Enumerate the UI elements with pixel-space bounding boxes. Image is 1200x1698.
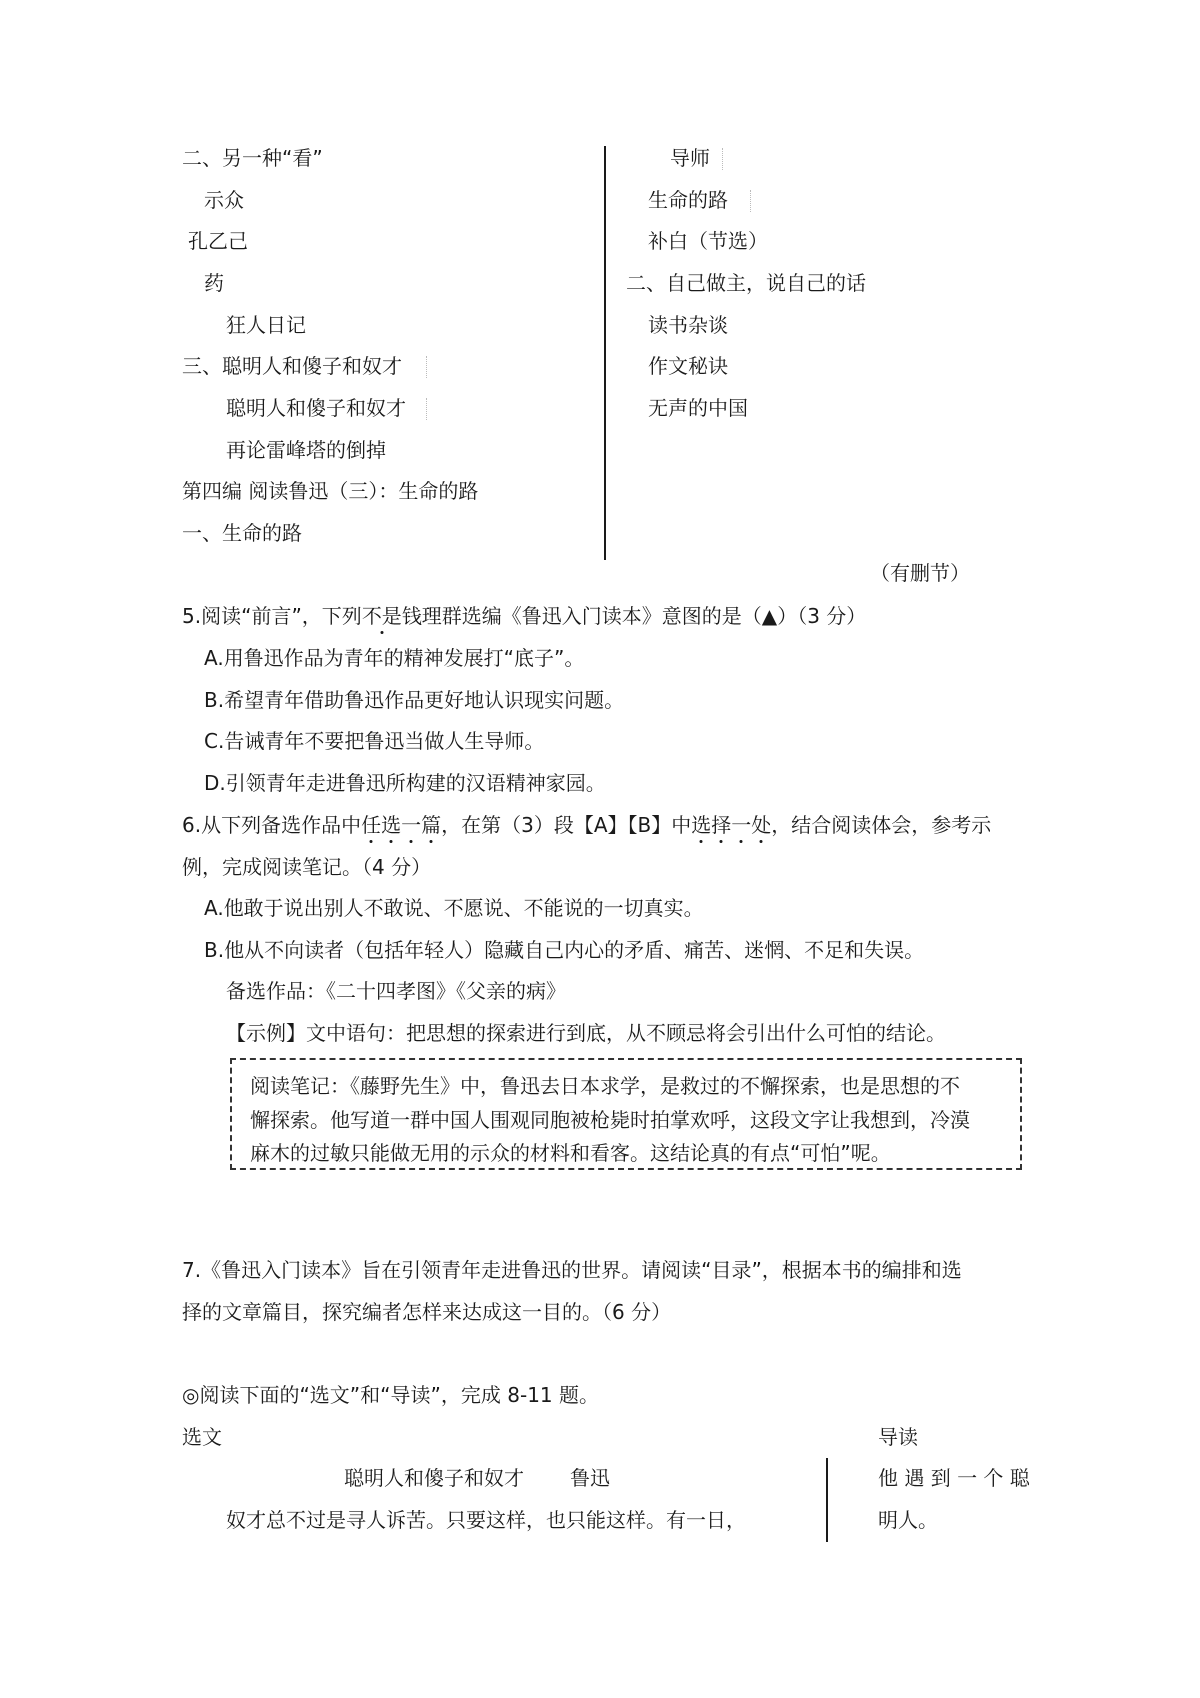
guide-line: 明人。 (878, 1508, 938, 1532)
q6-option-a: A.他敢于说出别人不敢说、不愿说、不能说的一切真实。 (204, 896, 704, 920)
emphasis-text: 不是 (361, 604, 402, 628)
emphasis-char: 选 (691, 813, 712, 837)
q5-option-b: B.希望青年借助鲁迅作品更好地认识现实问题。 (204, 688, 625, 712)
toc-item: 补白（节选） (648, 229, 768, 253)
toc-divider (604, 146, 606, 560)
emphasis-char: 择 (711, 813, 732, 837)
q5-option-c: C.告诫青年不要把鲁迅当做人生导师。 (204, 729, 545, 753)
toc-marker (750, 190, 751, 212)
toc-item: 读书杂谈 (648, 313, 728, 337)
toc-item: 聪明人和傻子和奴才 (226, 396, 406, 420)
toc-item: 导师 (670, 146, 710, 170)
reading-note-line: 麻木的过敏只能做无用的示众的材料和看客。这结论真的有点“可怕”呢。 (250, 1141, 891, 1165)
essay-title: 聪明人和傻子和奴才 (344, 1466, 524, 1490)
emphasis-char: 一 (401, 813, 422, 837)
abridged-note: （有删节） (870, 561, 970, 585)
essay-author: 鲁迅 (570, 1466, 610, 1490)
stem-text: 钱理群选编《鲁迅入门读本》意图的是（▲）（3 分） (401, 604, 867, 628)
q6-example: 【示例】文中语句：把思想的探索进行到底，从不顾忌将会引出什么可怕的结论。 (226, 1021, 946, 1045)
essay-body-line: 奴才总不过是寻人诉苦。只要这样，也只能这样。有一日， (226, 1508, 746, 1532)
reading-note-line: 懈探索。他写道一群中国人围观同胞被枪毙时拍掌欢呼，这段文字让我想到，冷漠 (250, 1108, 970, 1132)
stem-text: 6.从下列备选作品中 (182, 813, 362, 837)
emphasis-char: 一 (731, 813, 752, 837)
guide-line: 他 遇 到 一 个 聪 (878, 1466, 1030, 1490)
selected-text-heading: 选文 (182, 1425, 222, 1449)
toc-item: 示众 (204, 188, 244, 212)
toc-item: 生命的路 (648, 188, 728, 212)
toc-item: 第四编 阅读鲁迅（三）：生命的路 (182, 479, 479, 503)
emphasis-char: 处 (751, 813, 772, 837)
guide-heading: 导读 (878, 1425, 918, 1449)
toc-marker (426, 356, 427, 378)
question-6-stem-line1 (182, 815, 991, 835)
toc-item: 狂人日记 (226, 313, 306, 337)
toc-item: 二、自己做主，说自己的话 (626, 271, 866, 295)
toc-item: 无声的中国 (648, 396, 748, 420)
toc-item: 三、聪明人和傻子和奴才 (182, 354, 402, 378)
emphasis-choose-one (361, 813, 441, 837)
emphasis-char: 任 (361, 813, 382, 837)
section-intro: ◎阅读下面的“选文”和“导读”，完成 8-11 题。 (182, 1383, 600, 1407)
toc-item: 孔乙己 (188, 229, 248, 253)
toc-marker (426, 398, 427, 420)
question-7-line2: 择的文章篇目，探究编者怎样来达成这一目的。（6 分） (182, 1300, 672, 1324)
question-6-stem-line2: 例，完成阅读笔记。（4 分） (182, 855, 432, 879)
emphasis-char: 选 (381, 813, 402, 837)
reading-note-line: 阅读笔记：《藤野先生》中，鲁迅去日本求学，是救过的不懈探索，也是思想的不 (250, 1074, 960, 1098)
toc-item: 作文秘诀 (648, 354, 728, 378)
emphasis-char: 篇 (421, 813, 442, 837)
stem-text: 5.阅读“前言”，下列 (182, 604, 362, 628)
toc-item: 再论雷峰塔的倒掉 (226, 438, 386, 462)
q6-option-b: B.他从不向读者（包括年轻人）隐藏自己内心的矛盾、痛苦、迷惘、不足和失误。 (204, 938, 925, 962)
emphasis-not (362, 606, 402, 626)
stem-text: ，在第（3）段【A】【B】中 (441, 813, 692, 837)
toc-item: 药 (204, 271, 224, 295)
emphasis-select-one (691, 813, 771, 837)
toc-item: 一、生命的路 (182, 521, 302, 545)
question-7-line1: 7.《鲁迅入门读本》旨在引领青年走进鲁迅的世界。请阅读“目录”，根据本书的编排和选 (182, 1258, 962, 1282)
q6-works: 备选作品：《二十四孝图》《父亲的病》 (226, 979, 566, 1003)
guide-divider (826, 1458, 828, 1542)
q5-option-d: D.引领青年走进鲁迅所构建的汉语精神家园。 (204, 771, 606, 795)
q5-option-a: A.用鲁迅作品为青年的精神发展打“底子”。 (204, 646, 585, 670)
stem-text: ，结合阅读体会，参考示 (771, 813, 992, 837)
question-5-stem (182, 606, 866, 626)
toc-item: 二、另一种“看” (182, 146, 323, 170)
toc-marker (722, 148, 723, 170)
